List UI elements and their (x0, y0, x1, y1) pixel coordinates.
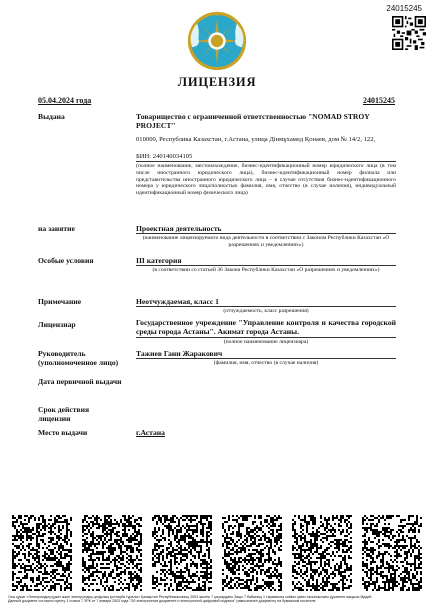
place-label: Место выдачи (38, 428, 88, 437)
activity-note: (наименование лицензируемого вида деятельности в соответствии с Законом Республики Казахстан «О разрешениях и уведомлениях») (142, 235, 390, 248)
barcode-block (362, 515, 422, 591)
issued-label: Выдана (38, 112, 65, 121)
barcode-block (12, 515, 72, 591)
company-address: 010000, Республика Казахстан, г.Астана, улица Дінмұхамед Қонаев, дом № 14/2, 122, (136, 136, 376, 143)
divider (136, 337, 396, 338)
conditions-label: Особые условия (38, 256, 94, 265)
head-label-line2: (уполномоченное лицо) (38, 358, 119, 367)
remark-value: Неотчуждаемая, класс 1 (136, 297, 219, 306)
divider (136, 233, 396, 234)
footer-line-ru: Данный документ согласно пункту 1 статьи 7 ЗРК от 7 января 2003 года "Об электронном документе и электронной цифровой подписи" равнозначен документу на бумажном носителе. (8, 599, 317, 604)
place-value: г.Астана (136, 428, 165, 437)
licensor-note: (полное наименование лицензиара) (223, 339, 309, 345)
issued-note: (полное наименование, местонахождение, бизнес-идентификационный номер юридического лица (в том числе иностранного юридического лица), бизнес-идентификационный номер филиала или представительства иностранного юридического лица – в случае отсутствия бизнес-идентификационного номера у юридического лица/полностью фамилия, имя, отчество (в случае наличия), индивидуальный идентификационный номер физического лица) (136, 163, 396, 197)
activity-value: Проектная деятельность (136, 224, 222, 233)
licensor-value: Государственное учреждение "Управление контроля и качества городской среды города Астаны". Акимат города Астаны. (136, 318, 396, 336)
divider (136, 358, 396, 359)
divider (136, 265, 396, 266)
footer-line-kz: Осы құжат «Электрондық құжат және электрондық цифрлық қолтаңба туралы» Қазақстан Республикасының 2003 жылғы 7 қаңтардағы Заңы 7 бабының 1 тармағына сәйкес қағаз тасығыштағы құжатпен маңызы бірдей. (8, 595, 373, 599)
divider (136, 306, 396, 307)
barcode-block (152, 515, 212, 591)
first-issue-label: Дата первичной выдачи (38, 377, 122, 386)
barcode-block (292, 515, 352, 591)
document-number: 24015245 (386, 4, 422, 13)
conditions-value: III категория (136, 256, 182, 265)
validity-label-line1: Срок действия (38, 405, 90, 414)
remark-label: Примечание (38, 297, 82, 306)
head-label (38, 349, 118, 367)
divider (136, 161, 396, 162)
conditions-note: (в соответствии со статьей 36 Закона Республики Казахстан «О разрешениях и уведомлениях») (152, 267, 380, 273)
head-name: Тажиев Гани Жаракович (136, 349, 223, 358)
license-number: 24015245 (363, 96, 395, 105)
barcode-strip (12, 515, 422, 591)
validity-label (38, 405, 89, 423)
licensor-label: Лицензиар (38, 320, 76, 329)
validity-label-line2: лицензии (38, 414, 71, 423)
state-emblem-icon (186, 10, 248, 72)
issue-date: 05.04.2024 года (38, 96, 92, 105)
remark-note: (отчуждаемость, класс разрешения) (223, 308, 309, 314)
barcode-block (222, 515, 282, 591)
barcode-block (82, 515, 142, 591)
head-note: (фамилия, имя, отчество (в случае наличия) (213, 360, 319, 366)
company-name: Товарищество с ограниченной ответственностью "NOMAD STROY PROJECT" (136, 112, 370, 130)
qr-code-icon (392, 16, 426, 50)
head-label-line1: Руководитель (38, 349, 86, 358)
company-bin: БИН: 240140034105 (136, 153, 193, 160)
activity-label: на занятие (38, 224, 75, 233)
page-title: ЛИЦЕНЗИЯ (177, 75, 257, 89)
footer (8, 595, 426, 604)
